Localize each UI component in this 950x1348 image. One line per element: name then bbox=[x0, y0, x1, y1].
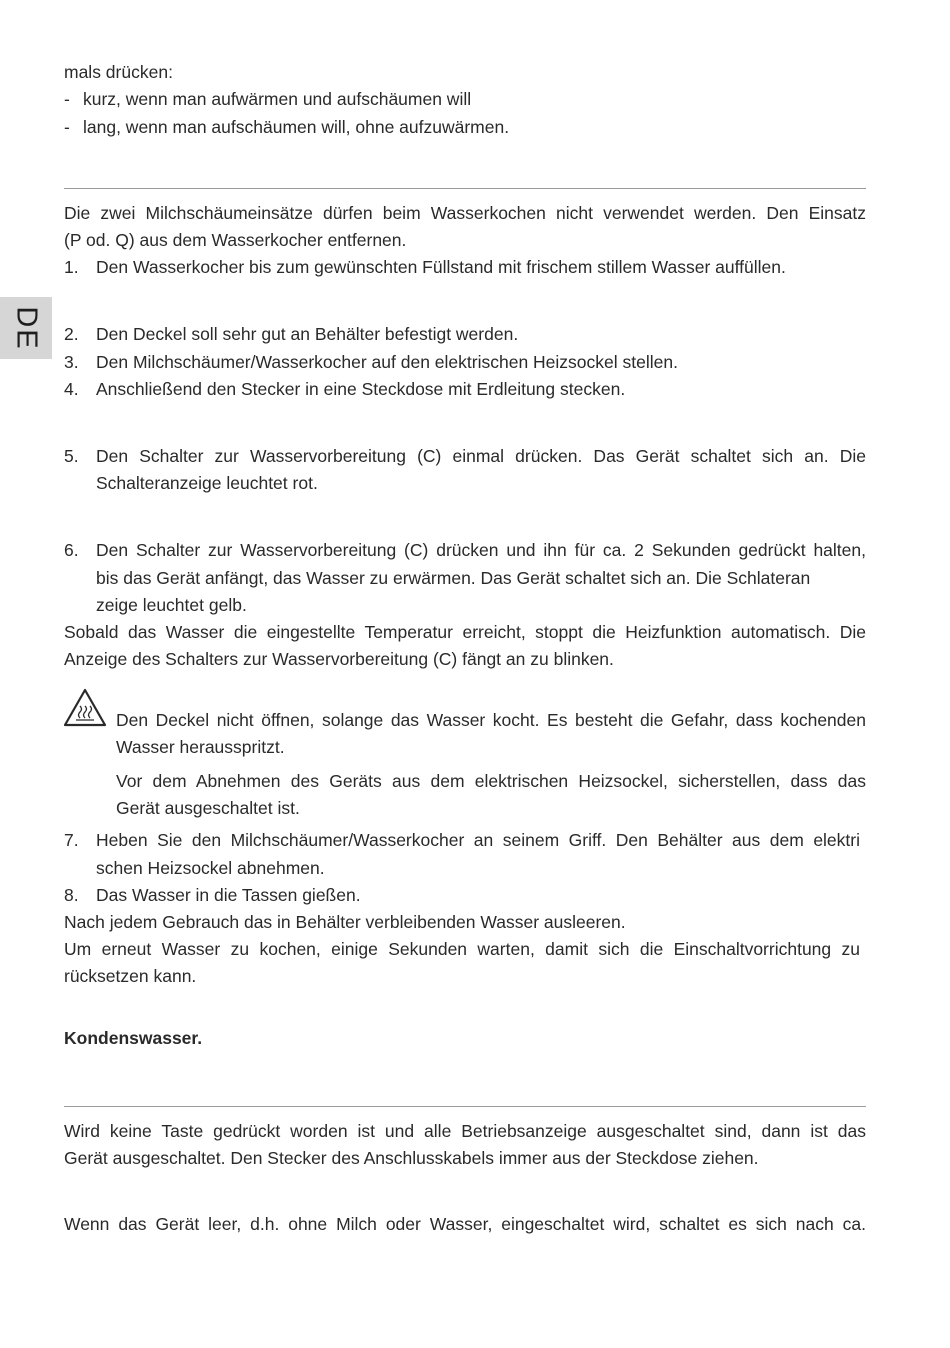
intro-line: mals drücken: bbox=[64, 62, 173, 82]
step-number: 8. bbox=[64, 885, 79, 905]
step-text: Den Schalter zur Wasservorbereitung (C) drücken und ihn für ca. 2 Sekunden gedrückt halten, bbox=[96, 540, 866, 560]
step-text: Den Deckel soll sehr gut an Behälter befestigt werden. bbox=[96, 324, 519, 344]
paragraph-line: Wenn das Gerät leer, d.h. ohne Milch oder Wasser, eingeschaltet wird, schaltet es sich nach ca. bbox=[64, 1214, 866, 1234]
paragraph-line: Sobald das Wasser die eingestellte Temperatur erreicht, stoppt die Heizfunktion automatisch. Die bbox=[64, 622, 866, 642]
section-divider bbox=[64, 1106, 866, 1107]
step-text: Anschließend den Stecker in eine Steckdose mit Erdleitung stecken. bbox=[96, 379, 626, 399]
step-number: 2. bbox=[64, 324, 79, 344]
step-number: 6. bbox=[64, 540, 79, 560]
step-text: Schalteranzeige leuchtet rot. bbox=[96, 473, 318, 493]
hot-surface-warning-icon bbox=[63, 688, 107, 728]
step-text: zeige leuchtet gelb. bbox=[96, 595, 247, 615]
section-divider bbox=[64, 188, 866, 189]
step-number: 7. bbox=[64, 830, 79, 850]
step-text: bis das Gerät anfängt, das Wasser zu erwärmen. Das Gerät schaltet sich an. Die Schlateran bbox=[96, 568, 811, 588]
paragraph-line: Gerät ausgeschaltet. Den Stecker des Anschlusskabels immer aus der Steckdose ziehen. bbox=[64, 1148, 759, 1168]
paragraph-line: Die zwei Milchschäumeinsätze dürfen beim Wasserkochen nicht verwendet werden. Den Einsatz bbox=[64, 203, 866, 223]
paragraph-line: Anzeige des Schalters zur Wasservorbereitung (C) fängt an zu blinken. bbox=[64, 649, 614, 669]
paragraph-line: Um erneut Wasser zu kochen, einige Sekunden warten, damit sich die Einschaltvorrichtung zu bbox=[64, 939, 860, 959]
bullet-item: lang, wenn man aufschäumen will, ohne aufzuwärmen. bbox=[83, 117, 510, 137]
step-number: 5. bbox=[64, 446, 79, 466]
step-text: Den Milchschäumer/Wasserkocher auf den elektrischen Heizsockel stellen. bbox=[96, 352, 678, 372]
step-text: Heben Sie den Milchschäumer/Wasserkocher an seinem Griff. Den Behälter aus dem elektri bbox=[96, 830, 860, 850]
bullet-dash: - bbox=[64, 89, 70, 109]
step-text: Den Schalter zur Wasservorbereitung (C) einmal drücken. Das Gerät schaltet sich an. Die bbox=[96, 446, 866, 466]
bullet-item: kurz, wenn man aufwärmen und aufschäumen will bbox=[83, 89, 472, 109]
section-heading: Kondenswasser. bbox=[64, 1028, 203, 1048]
bullet-dash: - bbox=[64, 117, 70, 137]
language-tab-label: DE bbox=[10, 305, 43, 351]
warning-text: Vor dem Abnehmen des Geräts aus dem elektrischen Heizsockel, sicherstellen, dass das bbox=[116, 771, 866, 791]
step-number: 3. bbox=[64, 352, 79, 372]
step-text: Den Wasserkocher bis zum gewünschten Füllstand mit frischem stillem Wasser auffüllen. bbox=[96, 257, 786, 277]
warning-text: Den Deckel nicht öffnen, solange das Wasser kocht. Es besteht die Gefahr, dass kochenden bbox=[116, 710, 866, 730]
language-tab bbox=[0, 297, 52, 359]
paragraph-line: (P od. Q) aus dem Wasserkocher entfernen. bbox=[64, 230, 407, 250]
step-text: schen Heizsockel abnehmen. bbox=[96, 858, 325, 878]
paragraph-line: Wird keine Taste gedrückt worden ist und alle Betriebsanzeige ausgeschaltet sind, dann ist das bbox=[64, 1121, 866, 1141]
paragraph-line: rücksetzen kann. bbox=[64, 966, 197, 986]
step-number: 1. bbox=[64, 257, 79, 277]
step-number: 4. bbox=[64, 379, 79, 399]
warning-text: Gerät ausgeschaltet ist. bbox=[116, 798, 300, 818]
warning-text: Wasser herausspritzt. bbox=[116, 737, 285, 757]
paragraph-line: Nach jedem Gebrauch das in Behälter verbleibenden Wasser ausleeren. bbox=[64, 912, 626, 932]
step-text: Das Wasser in die Tassen gießen. bbox=[96, 885, 361, 905]
